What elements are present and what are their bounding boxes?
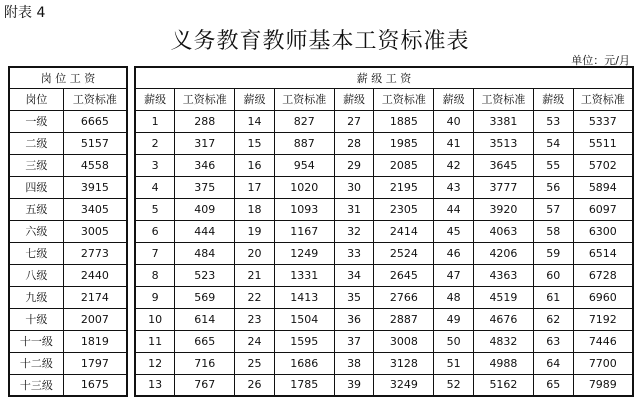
table-cell: 34	[334, 264, 374, 286]
table-cell: 64	[533, 352, 573, 374]
table-cell: 48	[434, 286, 474, 308]
table-cell: 1985	[374, 132, 434, 154]
table-cell: 6	[135, 220, 175, 242]
table-row	[135, 242, 633, 264]
table-cell: 5	[135, 198, 175, 220]
table-cell: 1675	[63, 374, 127, 396]
column-header: 薪级	[334, 88, 374, 110]
table-row	[135, 264, 633, 286]
table-cell: 11	[135, 330, 175, 352]
table-cell: 5162	[474, 374, 534, 396]
table-cell: 19	[235, 220, 275, 242]
table-cell: 1413	[274, 286, 334, 308]
table-cell: 444	[175, 220, 235, 242]
table-cell: 4676	[474, 308, 534, 330]
table-cell: 44	[434, 198, 474, 220]
table-cell: 5894	[573, 176, 633, 198]
table-cell: 15	[235, 132, 275, 154]
unit-label: 单位：元/月	[571, 54, 630, 67]
post-group-header: 岗 位 工 资	[9, 67, 127, 88]
table-cell: 614	[175, 308, 235, 330]
table-cell: 51	[434, 352, 474, 374]
table-cell: 45	[434, 220, 474, 242]
table-cell: 3405	[63, 198, 127, 220]
grade-salary-table	[134, 66, 634, 397]
table-row	[9, 264, 127, 286]
table-cell: 16	[235, 154, 275, 176]
table-cell: 2195	[374, 176, 434, 198]
table-row	[135, 308, 633, 330]
column-header: 工资标准	[474, 88, 534, 110]
table-row	[9, 330, 127, 352]
table-cell: 6514	[573, 242, 633, 264]
table-cell: 41	[434, 132, 474, 154]
table-cell: 十三级	[9, 374, 63, 396]
table-cell: 4558	[63, 154, 127, 176]
table-cell: 58	[533, 220, 573, 242]
table-cell: 二级	[9, 132, 63, 154]
salary-group-header: 薪 级 工 资	[135, 67, 633, 88]
table-cell: 24	[235, 330, 275, 352]
table-cell: 13	[135, 374, 175, 396]
column-header: 工资标准	[274, 88, 334, 110]
column-header: 薪级	[434, 88, 474, 110]
table-cell: 4	[135, 176, 175, 198]
table-cell: 3381	[474, 110, 534, 132]
column-header: 薪级	[235, 88, 275, 110]
table-cell: 35	[334, 286, 374, 308]
table-cell: 18	[235, 198, 275, 220]
table-cell: 39	[334, 374, 374, 396]
table-row	[9, 242, 127, 264]
table-cell: 十一级	[9, 330, 63, 352]
table-row	[135, 286, 633, 308]
table-cell: 十级	[9, 308, 63, 330]
appendix-label: 附表 4	[4, 5, 46, 21]
column-header: 薪级	[533, 88, 573, 110]
table-cell: 3777	[474, 176, 534, 198]
table-cell: 25	[235, 352, 275, 374]
table-row	[135, 352, 633, 374]
table-cell: 54	[533, 132, 573, 154]
table-cell: 1331	[274, 264, 334, 286]
table-cell: 3249	[374, 374, 434, 396]
table-row	[135, 110, 633, 132]
table-cell: 317	[175, 132, 235, 154]
table-cell: 2645	[374, 264, 434, 286]
table-cell: 409	[175, 198, 235, 220]
table-cell: 61	[533, 286, 573, 308]
table-cell: 1093	[274, 198, 334, 220]
table-cell: 20	[235, 242, 275, 264]
table-row	[9, 220, 127, 242]
table-cell: 2414	[374, 220, 434, 242]
table-cell: 6300	[573, 220, 633, 242]
table-cell: 767	[175, 374, 235, 396]
table-cell: 6097	[573, 198, 633, 220]
table-cell: 30	[334, 176, 374, 198]
table-cell: 43	[434, 176, 474, 198]
table-cell: 22	[235, 286, 275, 308]
table-row	[135, 330, 633, 352]
column-header: 工资标准	[374, 88, 434, 110]
table-cell: 59	[533, 242, 573, 264]
table-cell: 7700	[573, 352, 633, 374]
table-cell: 1885	[374, 110, 434, 132]
table-row	[9, 110, 127, 132]
table-cell: 5157	[63, 132, 127, 154]
table-cell: 3005	[63, 220, 127, 242]
table-cell: 2440	[63, 264, 127, 286]
table-cell: 10	[135, 308, 175, 330]
table-cell: 1686	[274, 352, 334, 374]
table-cell: 27	[334, 110, 374, 132]
table-cell: 五级	[9, 198, 63, 220]
table-row	[135, 198, 633, 220]
table-cell: 887	[274, 132, 334, 154]
table-cell: 46	[434, 242, 474, 264]
table-cell: 3008	[374, 330, 434, 352]
table-row	[135, 176, 633, 198]
table-cell: 三级	[9, 154, 63, 176]
table-cell: 569	[175, 286, 235, 308]
table-row	[9, 286, 127, 308]
table-cell: 1595	[274, 330, 334, 352]
table-cell: 65	[533, 374, 573, 396]
table-cell: 9	[135, 286, 175, 308]
table-cell: 49	[434, 308, 474, 330]
table-cell: 23	[235, 308, 275, 330]
table-cell: 31	[334, 198, 374, 220]
table-row	[9, 154, 127, 176]
table-row	[135, 132, 633, 154]
table-cell: 5702	[573, 154, 633, 176]
table-row	[135, 374, 633, 396]
table-cell: 53	[533, 110, 573, 132]
column-header: 工资标准	[63, 88, 127, 110]
post-salary-table	[8, 66, 128, 397]
table-cell: 6665	[63, 110, 127, 132]
table-cell: 八级	[9, 264, 63, 286]
table-cell: 60	[533, 264, 573, 286]
table-cell: 1	[135, 110, 175, 132]
table-cell: 一级	[9, 110, 63, 132]
table-cell: 4363	[474, 264, 534, 286]
table-cell: 4063	[474, 220, 534, 242]
table-cell: 6960	[573, 286, 633, 308]
table-cell: 3128	[374, 352, 434, 374]
table-cell: 十二级	[9, 352, 63, 374]
table-cell: 2174	[63, 286, 127, 308]
table-cell: 484	[175, 242, 235, 264]
table-row	[9, 352, 127, 374]
table-cell: 954	[274, 154, 334, 176]
table-cell: 7446	[573, 330, 633, 352]
table-cell: 7989	[573, 374, 633, 396]
table-row	[9, 176, 127, 198]
table-cell: 2	[135, 132, 175, 154]
table-row	[9, 198, 127, 220]
table-cell: 1020	[274, 176, 334, 198]
table-cell: 32	[334, 220, 374, 242]
table-cell: 346	[175, 154, 235, 176]
table-cell: 7192	[573, 308, 633, 330]
table-cell: 6728	[573, 264, 633, 286]
table-cell: 1797	[63, 352, 127, 374]
table-cell: 四级	[9, 176, 63, 198]
table-cell: 665	[175, 330, 235, 352]
table-cell: 14	[235, 110, 275, 132]
table-cell: 七级	[9, 242, 63, 264]
table-cell: 六级	[9, 220, 63, 242]
table-cell: 40	[434, 110, 474, 132]
table-cell: 57	[533, 198, 573, 220]
table-cell: 26	[235, 374, 275, 396]
table-cell: 2524	[374, 242, 434, 264]
table-cell: 3915	[63, 176, 127, 198]
table-cell: 2085	[374, 154, 434, 176]
table-row	[135, 220, 633, 242]
table-cell: 1504	[274, 308, 334, 330]
table-cell: 47	[434, 264, 474, 286]
table-cell: 8	[135, 264, 175, 286]
table-cell: 3645	[474, 154, 534, 176]
table-cell: 7	[135, 242, 175, 264]
table-cell: 2007	[63, 308, 127, 330]
table-row	[9, 308, 127, 330]
table-row	[9, 132, 127, 154]
table-cell: 523	[175, 264, 235, 286]
table-cell: 4206	[474, 242, 534, 264]
table-cell: 52	[434, 374, 474, 396]
table-cell: 12	[135, 352, 175, 374]
table-cell: 5511	[573, 132, 633, 154]
table-cell: 5337	[573, 110, 633, 132]
table-cell: 4832	[474, 330, 534, 352]
table-cell: 九级	[9, 286, 63, 308]
table-cell: 2766	[374, 286, 434, 308]
table-cell: 21	[235, 264, 275, 286]
table-cell: 4519	[474, 286, 534, 308]
table-cell: 50	[434, 330, 474, 352]
column-header: 工资标准	[573, 88, 633, 110]
table-cell: 56	[533, 176, 573, 198]
table-cell: 716	[175, 352, 235, 374]
column-header: 岗位	[9, 88, 63, 110]
table-cell: 4988	[474, 352, 534, 374]
table-cell: 36	[334, 308, 374, 330]
table-cell: 375	[175, 176, 235, 198]
table-cell: 827	[274, 110, 334, 132]
table-cell: 2305	[374, 198, 434, 220]
table-cell: 3	[135, 154, 175, 176]
table-cell: 28	[334, 132, 374, 154]
table-cell: 55	[533, 154, 573, 176]
table-cell: 38	[334, 352, 374, 374]
table-cell: 3513	[474, 132, 534, 154]
table-cell: 17	[235, 176, 275, 198]
table-cell: 1167	[274, 220, 334, 242]
table-cell: 3920	[474, 198, 534, 220]
table-cell: 42	[434, 154, 474, 176]
page-title: 义务教育教师基本工资标准表	[170, 29, 470, 54]
table-cell: 33	[334, 242, 374, 264]
column-header: 薪级	[135, 88, 175, 110]
table-cell: 62	[533, 308, 573, 330]
column-header: 工资标准	[175, 88, 235, 110]
table-cell: 37	[334, 330, 374, 352]
table-cell: 2773	[63, 242, 127, 264]
table-cell: 288	[175, 110, 235, 132]
table-row	[135, 154, 633, 176]
table-cell: 63	[533, 330, 573, 352]
table-cell: 1249	[274, 242, 334, 264]
table-cell: 1785	[274, 374, 334, 396]
table-row	[9, 374, 127, 396]
table-cell: 2887	[374, 308, 434, 330]
table-cell: 29	[334, 154, 374, 176]
table-cell: 1819	[63, 330, 127, 352]
